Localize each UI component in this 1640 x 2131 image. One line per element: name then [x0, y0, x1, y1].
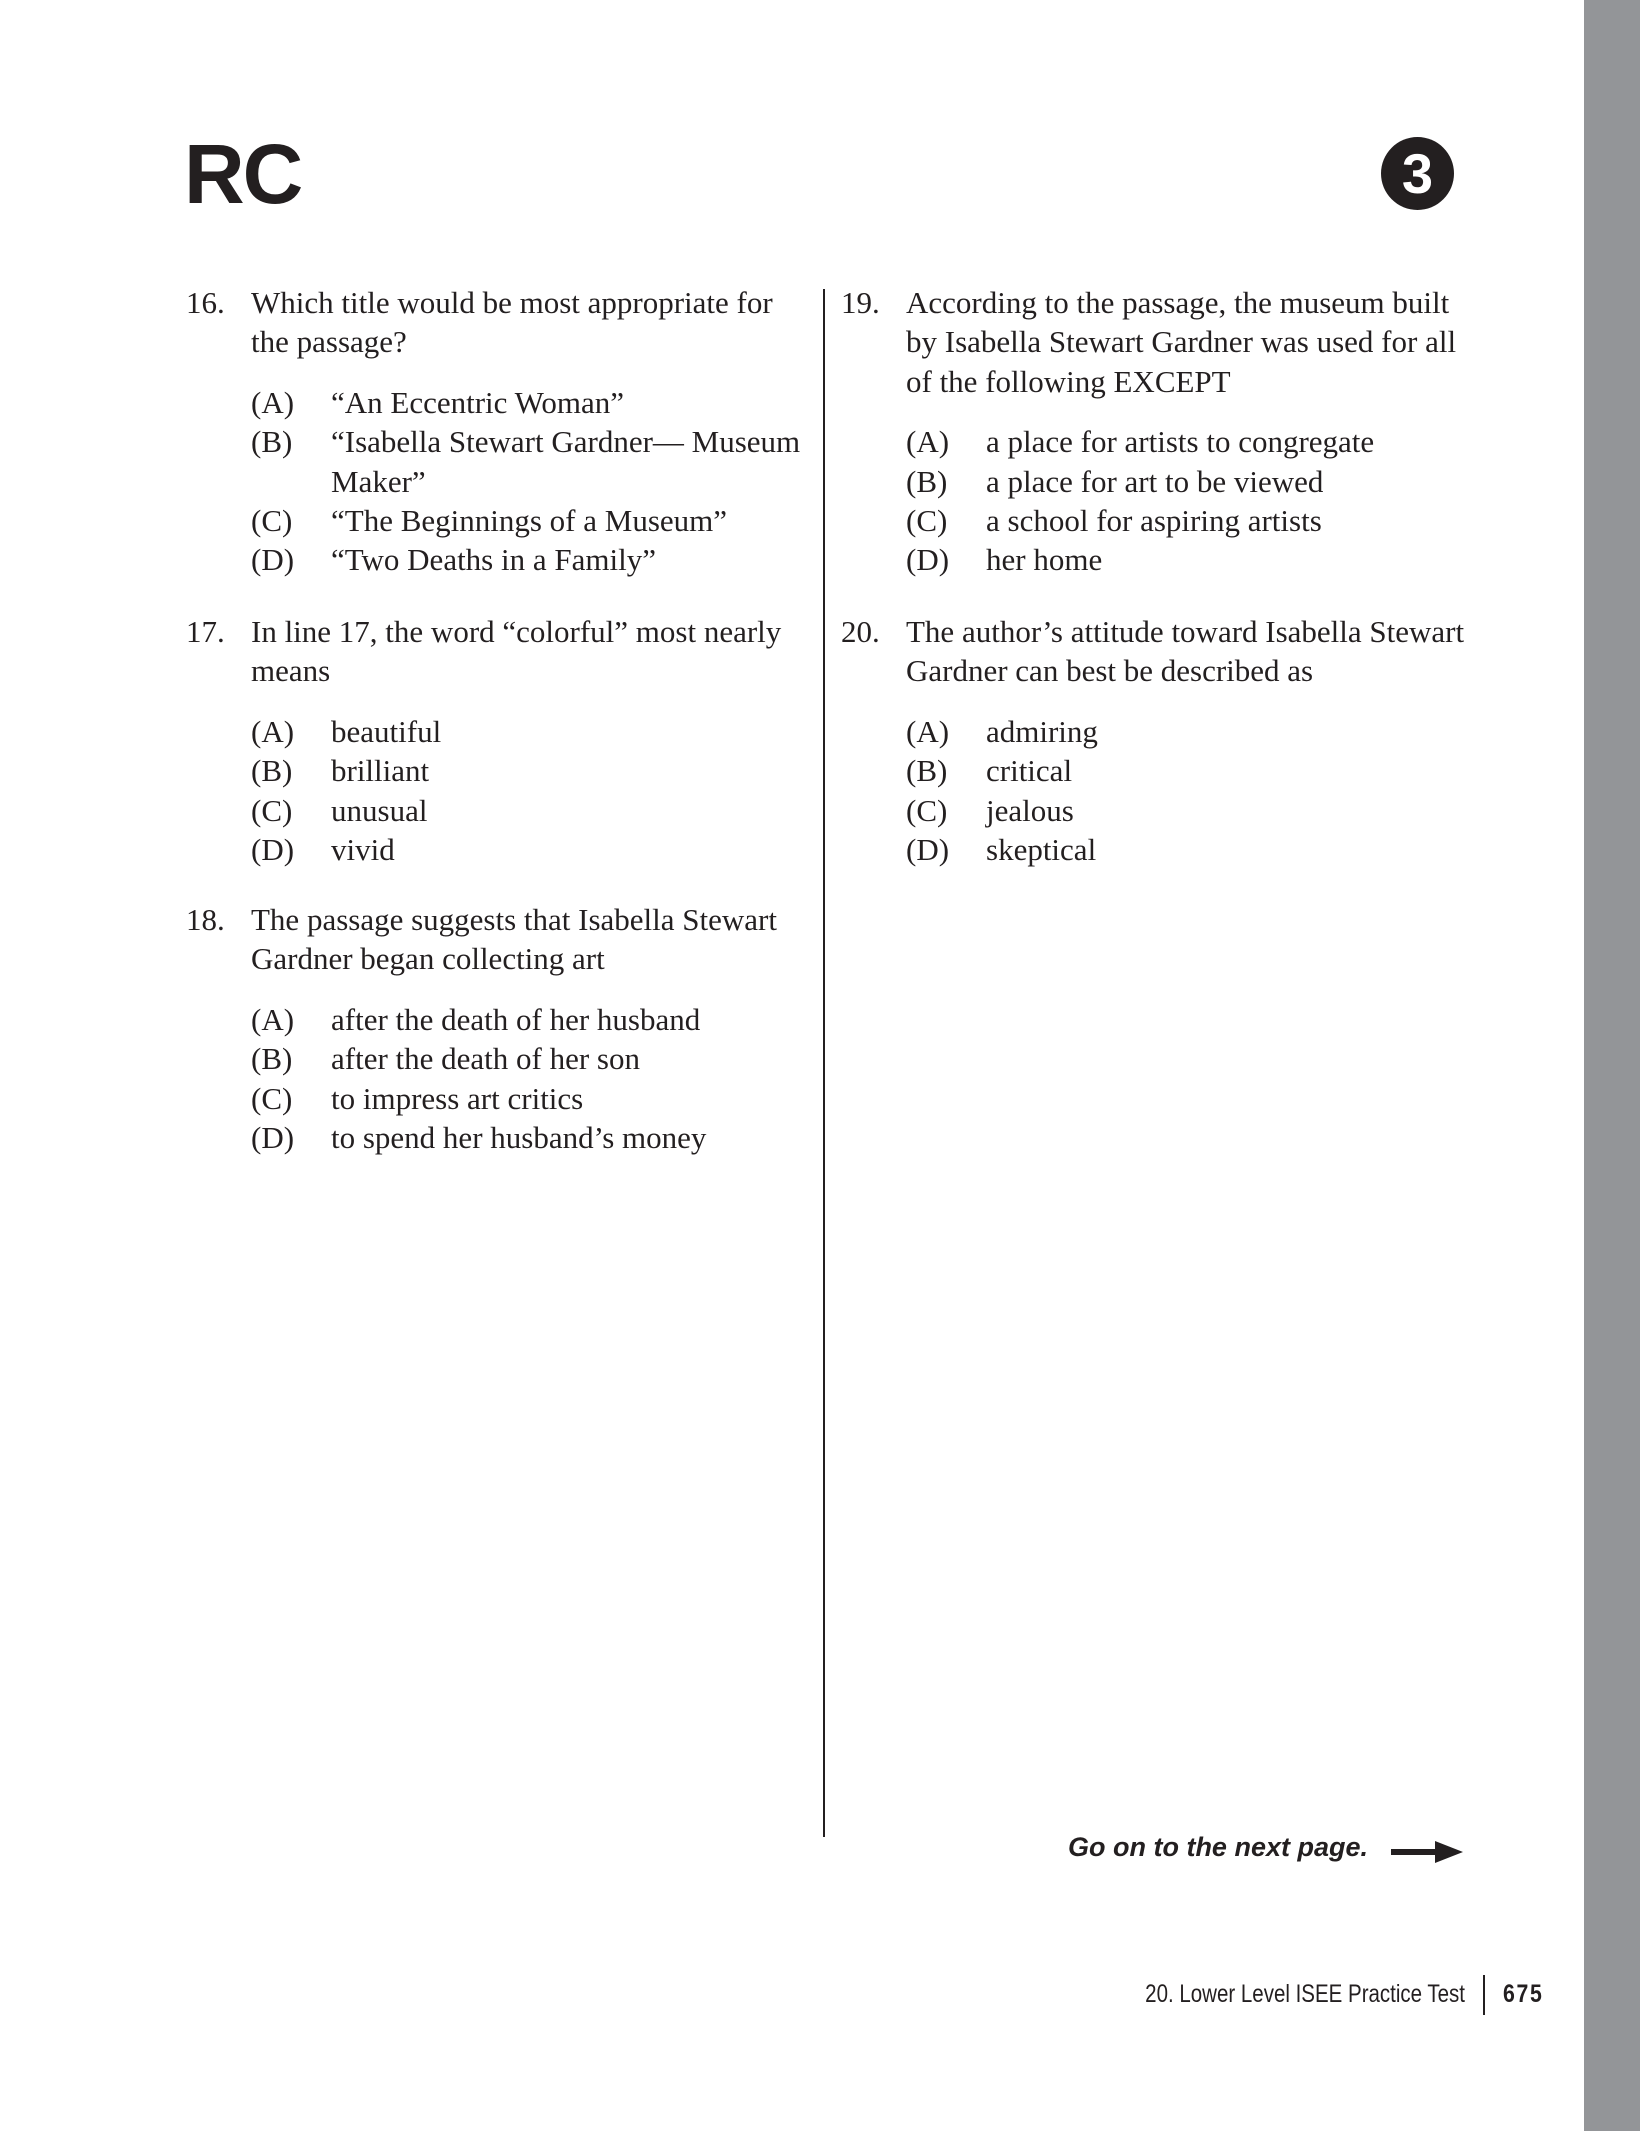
- column-divider: [823, 289, 825, 1837]
- option-text: brilliant: [331, 753, 430, 789]
- option-text: after the death of her husband: [331, 1001, 701, 1037]
- question-stem: [186, 900, 816, 979]
- answer-option[interactable]: [251, 1000, 816, 1039]
- option-text: “Two Deaths in a Family”: [331, 542, 656, 578]
- option-text: a school for aspiring artists: [986, 503, 1322, 539]
- option-letter: (D): [906, 542, 950, 578]
- answer-option[interactable]: [906, 501, 1471, 540]
- option-text: a place for art to be viewed: [986, 463, 1324, 499]
- option-text: a place for artists to congregate: [986, 424, 1375, 460]
- option-text: skeptical: [986, 832, 1097, 868]
- option-text: unusual: [331, 792, 428, 828]
- option-letter: (D): [251, 832, 295, 868]
- arrow-right-icon: [1391, 1840, 1463, 1864]
- option-text: “The Beginnings of a Museum”: [331, 503, 728, 539]
- question-text: In line 17, the word “colorful” most nearly means: [251, 614, 782, 689]
- option-text: vivid: [331, 832, 395, 868]
- question-stem: [186, 283, 816, 362]
- answer-option[interactable]: [906, 422, 1471, 461]
- option-letter: (B): [251, 424, 293, 460]
- question-17: [186, 612, 816, 869]
- option-letter: (D): [251, 542, 295, 578]
- option-letter: (A): [251, 1001, 295, 1037]
- answer-option[interactable]: [906, 791, 1471, 830]
- question-stem: [186, 612, 816, 691]
- answer-option[interactable]: [251, 1079, 816, 1118]
- answer-options: [841, 422, 1471, 580]
- option-letter: (B): [251, 1041, 293, 1077]
- answer-option[interactable]: [251, 1039, 816, 1078]
- option-letter: (A): [251, 384, 295, 420]
- option-text: beautiful: [331, 713, 442, 749]
- answer-option[interactable]: [251, 540, 816, 579]
- section-title: RC: [184, 127, 302, 221]
- option-letter: (D): [906, 832, 950, 868]
- question-20: [841, 612, 1471, 869]
- page-number: 675: [1503, 1980, 1544, 2008]
- question-text: The author’s attitude toward Isabella Stewart Gardner can best be described as: [906, 614, 1465, 689]
- question-number: 20.: [841, 614, 880, 649]
- question-number: 18.: [186, 902, 225, 937]
- footer-divider: [1483, 1975, 1485, 2015]
- answer-option[interactable]: [251, 751, 816, 790]
- option-letter: (A): [251, 713, 295, 749]
- option-letter: (C): [251, 792, 293, 828]
- option-text: admiring: [986, 713, 1098, 749]
- option-text: her home: [986, 542, 1103, 578]
- option-letter: (B): [906, 463, 948, 499]
- question-19: [841, 283, 1471, 580]
- question-text: The passage suggests that Isabella Stewart Gardner began collecting art: [251, 902, 777, 977]
- answer-option[interactable]: [251, 383, 816, 422]
- option-text: “Isabella Stewart Gardner— Museum Maker”: [331, 424, 801, 499]
- option-letter: (C): [251, 503, 293, 539]
- option-letter: (C): [251, 1080, 293, 1116]
- answer-options: [186, 383, 816, 580]
- answer-option[interactable]: [906, 462, 1471, 501]
- answer-option[interactable]: [906, 712, 1471, 751]
- answer-option[interactable]: [251, 501, 816, 540]
- question-stem: [841, 283, 1471, 401]
- answer-options: [186, 712, 816, 870]
- option-letter: (D): [251, 1120, 295, 1156]
- footer-chapter: 20. Lower Level ISEE Practice Test: [1145, 1980, 1465, 2008]
- option-letter: (C): [906, 792, 948, 828]
- side-tab: [1584, 0, 1640, 2131]
- question-text: Which title would be most appropriate for the passage?: [251, 285, 773, 360]
- option-letter: (A): [906, 424, 950, 460]
- option-text: “An Eccentric Woman”: [331, 384, 625, 420]
- answer-option[interactable]: [251, 1118, 816, 1157]
- option-text: critical: [986, 753, 1073, 789]
- answer-option[interactable]: [251, 712, 816, 751]
- answer-option[interactable]: [906, 751, 1471, 790]
- answer-option[interactable]: [251, 791, 816, 830]
- answer-options: [186, 1000, 816, 1158]
- question-text: According to the passage, the museum built by Isabella Stewart Gardner was used for all of the following EXCEPT: [906, 285, 1457, 399]
- question-number: 16.: [186, 285, 225, 320]
- answer-option[interactable]: [906, 540, 1471, 579]
- option-text: to impress art critics: [331, 1080, 584, 1116]
- section-number-badge: 3: [1381, 137, 1454, 210]
- question-number: 19.: [841, 285, 880, 320]
- option-letter: (B): [251, 753, 293, 789]
- answer-option[interactable]: [251, 830, 816, 869]
- option-text: jealous: [986, 792, 1074, 828]
- option-text: after the death of her son: [331, 1041, 641, 1077]
- answer-options: [841, 712, 1471, 870]
- question-number: 17.: [186, 614, 225, 649]
- answer-option[interactable]: [906, 830, 1471, 869]
- question-stem: [841, 612, 1471, 691]
- question-18: [186, 900, 816, 1157]
- option-letter: (B): [906, 753, 948, 789]
- answer-option[interactable]: [251, 422, 816, 501]
- option-letter: (C): [906, 503, 948, 539]
- option-letter: (A): [906, 713, 950, 749]
- option-text: to spend her husband’s money: [331, 1120, 707, 1156]
- continue-text: Go on to the next page.: [1067, 1832, 1368, 1862]
- question-16: [186, 283, 816, 580]
